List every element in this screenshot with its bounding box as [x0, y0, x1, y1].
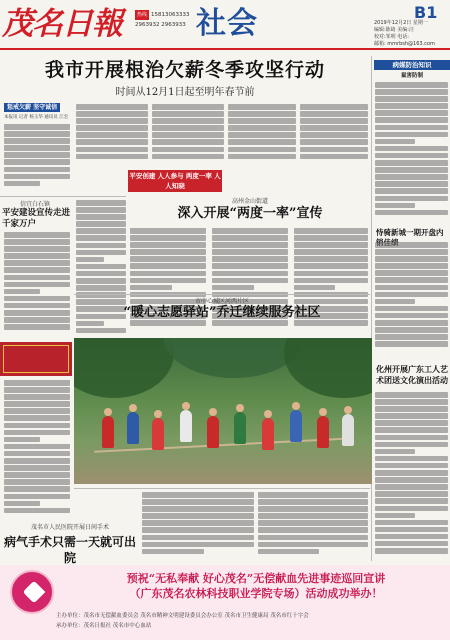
- body-text-line: [4, 458, 70, 464]
- body-text-line: [212, 249, 288, 255]
- body-text-line: [4, 275, 70, 281]
- hospital-body-col-3: [258, 492, 368, 560]
- body-text-line: [152, 154, 224, 160]
- body-text-line: [76, 278, 126, 284]
- body-text-line: [375, 484, 448, 490]
- lead-body-col-2: [76, 104, 148, 164]
- ad-headline-line-2: （广东茂名农林科技职业学院专场）活动成功举办！: [129, 587, 383, 600]
- body-text-line: [375, 277, 448, 283]
- body-text-line: [4, 260, 70, 266]
- body-text-line: [375, 456, 448, 462]
- body-text-line: [375, 442, 448, 448]
- body-text-line: [4, 246, 70, 252]
- body-text-line: [76, 228, 126, 234]
- lead-body-col-3: [152, 104, 224, 164]
- body-text-line: [375, 139, 415, 145]
- blood-donation-heart-icon: [10, 570, 54, 614]
- body-text-line: [375, 110, 448, 116]
- body-text-line: [4, 232, 70, 238]
- lead-body-col-5: [300, 104, 368, 164]
- hospital-kicker: 茂名市人民医院开展日间手术: [30, 524, 109, 531]
- body-text-line: [375, 263, 448, 269]
- right-story-3-headline: 化州开展广东工人艺术团送文化演出活动: [376, 364, 448, 385]
- body-text-line: [212, 263, 288, 269]
- body-text-line: [4, 131, 70, 137]
- newspaper-logo: 茂名日報: [2, 6, 122, 42]
- dateline-email: 邮箱: mmrbsh@163.com: [374, 41, 435, 47]
- body-text-line: [294, 278, 368, 284]
- body-text-line: [142, 535, 254, 541]
- body-text-line: [4, 289, 40, 295]
- body-text-line: [258, 527, 368, 533]
- body-text-line: [375, 306, 448, 312]
- body-text-line: [4, 387, 70, 393]
- lead-subhead: 时间从12月1日起至明年春节前: [115, 87, 255, 98]
- ad-headline: [64, 571, 448, 601]
- body-text-line: [76, 104, 148, 110]
- body-text-line: [375, 117, 448, 123]
- body-text-line: [300, 125, 368, 131]
- lead-body-col-4: [228, 104, 296, 164]
- body-text-line: [300, 132, 368, 138]
- lead-body-col-1: [4, 124, 70, 194]
- body-text-line: [4, 465, 70, 471]
- body-text-line: [375, 477, 448, 483]
- body-text-line: [258, 549, 319, 555]
- body-text-line: [375, 196, 448, 202]
- body-text-line: [76, 221, 126, 227]
- left-column-body: [4, 380, 70, 520]
- body-text-line: [152, 139, 224, 145]
- body-text-line: [375, 463, 448, 469]
- body-text-line: [4, 423, 70, 429]
- body-text-line: [300, 118, 368, 124]
- body-text-line: [375, 427, 448, 433]
- body-text-line: [300, 147, 368, 153]
- body-text-line: [130, 278, 206, 284]
- body-text-line: [152, 111, 224, 117]
- right-story-2-headline: 恃骑新城一期开盘内: [376, 228, 444, 237]
- body-text-line: [212, 278, 288, 284]
- left-promo-banner: [0, 342, 72, 376]
- body-text-line: [130, 235, 206, 241]
- tug-of-war-photo: [74, 338, 372, 484]
- body-text-line: [4, 437, 40, 443]
- body-text-line: [375, 334, 448, 340]
- volunteer-headline: “暖心志愿驿站”乔迁继续服务社区: [123, 305, 321, 320]
- body-text-line: [142, 549, 204, 555]
- body-text-line: [375, 160, 448, 166]
- body-text-line: [300, 111, 368, 117]
- body-text-line: [294, 285, 335, 291]
- body-text-line: [152, 132, 224, 138]
- body-text-line: [228, 111, 296, 117]
- body-text-line: [4, 494, 70, 500]
- hotline-tag: 热线: [137, 12, 148, 18]
- volunteer-divider: [74, 294, 370, 295]
- section-title: 社会: [196, 6, 258, 41]
- body-text-line: [258, 506, 368, 512]
- body-text-line: [258, 499, 368, 505]
- hotline-box: [135, 10, 190, 30]
- body-text-line: [294, 263, 368, 269]
- body-text-line: [300, 154, 368, 160]
- body-text-line: [375, 188, 448, 194]
- body-text-line: [130, 242, 206, 248]
- hospital-body-col-2: [142, 492, 254, 560]
- body-text-line: [375, 320, 448, 326]
- body-text-line: [375, 534, 448, 540]
- body-text-line: [375, 203, 415, 209]
- masthead: [0, 0, 450, 52]
- body-text-line: [294, 235, 368, 241]
- body-text-line: [375, 470, 448, 476]
- body-text-line: [76, 132, 148, 138]
- body-text-line: [4, 124, 70, 130]
- body-text-line: [76, 207, 126, 213]
- body-text-line: [4, 167, 70, 173]
- body-text-line: [4, 145, 70, 151]
- body-text-line: [152, 104, 224, 110]
- body-text-line: [375, 527, 448, 533]
- body-text-line: [76, 200, 126, 206]
- body-text-line: [212, 235, 288, 241]
- body-text-line: [375, 285, 448, 291]
- body-text-line: [76, 111, 148, 117]
- xinyi-divider: [0, 196, 126, 197]
- dateline-editor: 编辑:陈绮 美编:汪: [374, 27, 414, 33]
- body-text-line: [375, 242, 448, 248]
- body-text-line: [375, 132, 448, 138]
- body-text-line: [228, 147, 296, 153]
- body-text-line: [4, 408, 70, 414]
- body-text-line: [4, 430, 70, 436]
- body-text-line: [375, 125, 448, 131]
- body-text-line: [212, 285, 254, 291]
- body-text-line: [375, 506, 448, 512]
- body-text-line: [212, 256, 288, 262]
- body-text-line: [375, 82, 448, 88]
- body-text-line: [4, 239, 70, 245]
- safety-banner-text: 平安创建 人人参与 两度一率 人人知晓: [129, 172, 221, 190]
- body-text-line: [258, 513, 368, 519]
- body-text-line: [142, 492, 254, 498]
- hotline-number-2: 2963932 2963933: [135, 22, 186, 28]
- ad-organizers: 主办单位：茂名市无偿献血委员会 茂名市精神文明建设委员会办公室 茂名市卫生健康局 茂名市红十字会: [56, 613, 309, 619]
- body-text-line: [375, 435, 448, 441]
- body-text-line: [375, 327, 448, 333]
- body-text-line: [375, 270, 448, 276]
- gaoliang-headline: 深入开展“两度一率”宣传: [177, 206, 323, 221]
- body-text-line: [294, 271, 368, 277]
- body-text-line: [76, 328, 126, 334]
- volunteer-kicker: 市中心城区河西片区: [194, 298, 249, 305]
- body-text-line: [76, 285, 126, 291]
- body-text-line: [375, 413, 448, 419]
- body-text-line: [375, 548, 448, 554]
- body-text-line: [375, 341, 448, 347]
- right-column-body-2: [375, 242, 448, 352]
- body-text-line: [375, 449, 415, 455]
- body-text-line: [76, 235, 126, 241]
- body-text-line: [375, 406, 448, 412]
- body-text-line: [4, 394, 70, 400]
- body-text-line: [76, 118, 148, 124]
- body-text-line: [4, 415, 70, 421]
- body-text-line: [300, 104, 368, 110]
- body-text-line: [228, 118, 296, 124]
- body-text-line: [76, 147, 148, 153]
- dateline-proof: 校对:邹明 电话:: [374, 34, 409, 40]
- body-text-line: [152, 118, 224, 124]
- body-text-line: [375, 513, 415, 519]
- hospital-divider: [74, 488, 370, 489]
- body-text-line: [4, 174, 70, 180]
- body-text-line: [76, 214, 126, 220]
- body-text-line: [375, 313, 448, 319]
- body-text-line: [4, 296, 70, 302]
- body-text-line: [375, 146, 448, 152]
- body-text-line: [375, 399, 448, 405]
- body-text-line: [375, 420, 448, 426]
- body-text-line: [4, 444, 70, 450]
- xinyi-body-col-1: [4, 232, 70, 337]
- body-text-line: [142, 513, 254, 519]
- body-text-line: [4, 181, 40, 187]
- body-text-line: [294, 256, 368, 262]
- body-text-line: [130, 256, 206, 262]
- body-text-line: [375, 181, 448, 187]
- body-text-line: [228, 139, 296, 145]
- body-text-line: [76, 243, 126, 249]
- body-text-line: [152, 125, 224, 131]
- body-text-line: [375, 249, 448, 255]
- right-column-subhead: 鼠害防制: [400, 73, 423, 79]
- body-text-line: [375, 292, 448, 298]
- gaoliang-kicker: 高州金山街道: [231, 198, 268, 205]
- header-rule: [0, 48, 450, 50]
- body-text-line: [212, 242, 288, 248]
- body-text-line: [228, 104, 296, 110]
- body-text-line: [300, 139, 368, 145]
- body-text-line: [4, 282, 70, 288]
- body-text-line: [4, 401, 70, 407]
- right-column-body-3: [375, 392, 448, 558]
- body-text-line: [294, 242, 368, 248]
- body-text-line: [4, 152, 70, 158]
- body-text-line: [4, 310, 70, 316]
- body-text-line: [375, 89, 448, 95]
- body-text-line: [4, 267, 70, 273]
- body-text-line: [375, 103, 448, 109]
- body-text-line: [76, 271, 126, 277]
- body-text-line: [130, 285, 172, 291]
- xinyi-headline: 平安建设宣传走进千家万户: [2, 208, 71, 229]
- body-text-line: [375, 167, 448, 173]
- body-text-line: [4, 324, 70, 330]
- body-text-line: [4, 159, 70, 165]
- body-text-line: [76, 139, 148, 145]
- lead-headline: 我市开展根治欠薪冬季攻坚行动: [44, 59, 325, 81]
- body-text-line: [212, 271, 288, 277]
- body-text-line: [258, 542, 368, 548]
- body-text-line: [4, 486, 70, 492]
- body-text-line: [294, 249, 368, 255]
- body-text-line: [375, 153, 448, 159]
- body-text-line: [142, 506, 254, 512]
- lead-tag: 惩戒欠薪 坚守诚信: [4, 103, 60, 112]
- dateline: [374, 20, 448, 48]
- body-text-line: [375, 210, 448, 216]
- body-text-line: [375, 541, 448, 547]
- page-number: B1: [414, 3, 438, 22]
- body-text-line: [375, 96, 448, 102]
- body-text-line: [258, 492, 368, 498]
- right-column-body-1: [375, 82, 448, 222]
- right-column-divider: [371, 56, 372, 561]
- body-text-line: [228, 154, 296, 160]
- body-text-line: [4, 451, 70, 457]
- body-text-line: [4, 303, 70, 309]
- body-text-line: [4, 317, 70, 323]
- body-text-line: [228, 125, 296, 131]
- body-text-line: [294, 228, 368, 234]
- body-text-line: [130, 249, 206, 255]
- body-text-line: [130, 228, 206, 234]
- body-text-line: [375, 174, 448, 180]
- body-text-line: [130, 263, 206, 269]
- body-text-line: [142, 520, 254, 526]
- body-text-line: [130, 271, 206, 277]
- body-text-line: [76, 154, 148, 160]
- body-text-line: [375, 256, 448, 262]
- hotline-number-1: 15813063333: [151, 12, 190, 18]
- lead-byline: 本报讯 记者 杨玉华 通讯员 江宏: [4, 115, 69, 120]
- body-text-line: [76, 257, 104, 263]
- body-text-line: [375, 392, 448, 398]
- body-text-line: [228, 132, 296, 138]
- body-text-line: [76, 250, 126, 256]
- body-text-line: [76, 264, 126, 270]
- body-text-line: [258, 535, 368, 541]
- body-text-line: [142, 527, 254, 533]
- body-text-line: [4, 508, 70, 514]
- body-text-line: [4, 479, 70, 485]
- dateline-date: 2019年12月2日 星期一: [374, 20, 428, 26]
- safety-banner: [128, 170, 222, 192]
- body-text-line: [4, 253, 70, 259]
- body-text-line: [4, 138, 70, 144]
- ad-co-organizers: 承办单位：茂名日报社 茂名市中心血站: [56, 623, 152, 629]
- body-text-line: [375, 491, 448, 497]
- body-text-line: [375, 498, 448, 504]
- hospital-headline: 病气手术只需一天就可出院: [3, 535, 136, 565]
- body-text-line: [142, 542, 254, 548]
- body-text-line: [212, 228, 288, 234]
- body-text-line: [375, 520, 448, 526]
- body-text-line: [142, 499, 254, 505]
- body-text-line: [375, 299, 415, 305]
- body-text-line: [4, 501, 40, 507]
- body-text-line: [76, 125, 148, 131]
- xinyi-kicker: 信宜白石镇: [19, 201, 50, 208]
- body-text-line: [4, 380, 70, 386]
- body-text-line: [152, 147, 224, 153]
- body-text-line: [258, 520, 368, 526]
- ad-headline-line-1: 预祝“无私奉献 好心茂名”无偿献血先进事迹巡回宣讲: [126, 572, 386, 585]
- body-text-line: [4, 472, 70, 478]
- right-column-header: 病媒防治知识: [374, 60, 450, 70]
